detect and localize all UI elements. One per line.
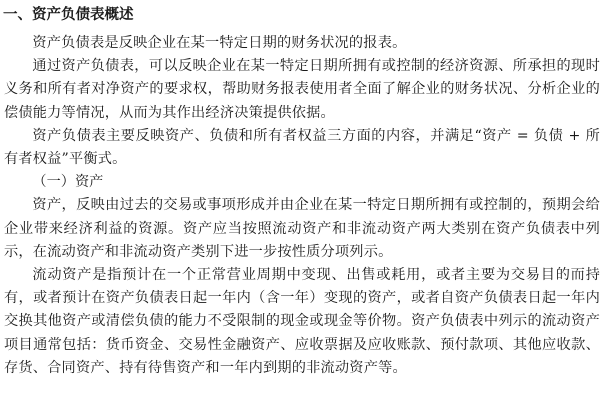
subsection-heading-assets: （一）资产: [32, 174, 104, 191]
paragraph-purpose: 通过资产负债表，可以反映企业在某一特定日期所拥有或控制的经济资源、所承担的现时义务和所有者对净资产的要求权，帮助财务报表使用者全面了解企业的财务状况、分析企业的偿债能力等情况，从而为其作出经济决策提供依据。: [4, 58, 600, 121]
paragraph-content: 资产负债表主要反映资产、负债和所有者权益三方面的内容，并满足“资产 = 负债 + 所有者权益”平衡式。: [4, 127, 600, 168]
document-body: [4, 32, 600, 380]
paragraph-assets: 资产，反映由过去的交易或事项形成并由企业在某一特定日期所拥有或控制的，预期会给企业带来经济利益的资源。资产应当按照流动资产和非流动资产两大类别在资产负债表中列示，在流动资产和非流动资产类别下进一步按性质分项列示。: [4, 197, 600, 260]
section-heading: 一、资产负债表概述: [3, 7, 134, 23]
paragraph-current-assets: 流动资产是指预计在一个正常营业周期中变现、出售或耗用，或者主要为交易目的而持有，或者预计在资产负债表日起一年内（含一年）变现的资产，或者自资产负债表日起一年内交换其他资产或清偿负债的能力不受限制的现金或现金等价物。资产负债表中列示的流动资产项目通常包括：货币资金、交易性金融资产、应收票据及应收账款、预付款项、其他应收款、存货、合同资产、持有待售资产和一年内到期的非流动资产等。: [4, 267, 600, 376]
paragraph-definition: 资产负债表是反映企业在某一特定日期的财务状况的报表。: [32, 35, 407, 51]
